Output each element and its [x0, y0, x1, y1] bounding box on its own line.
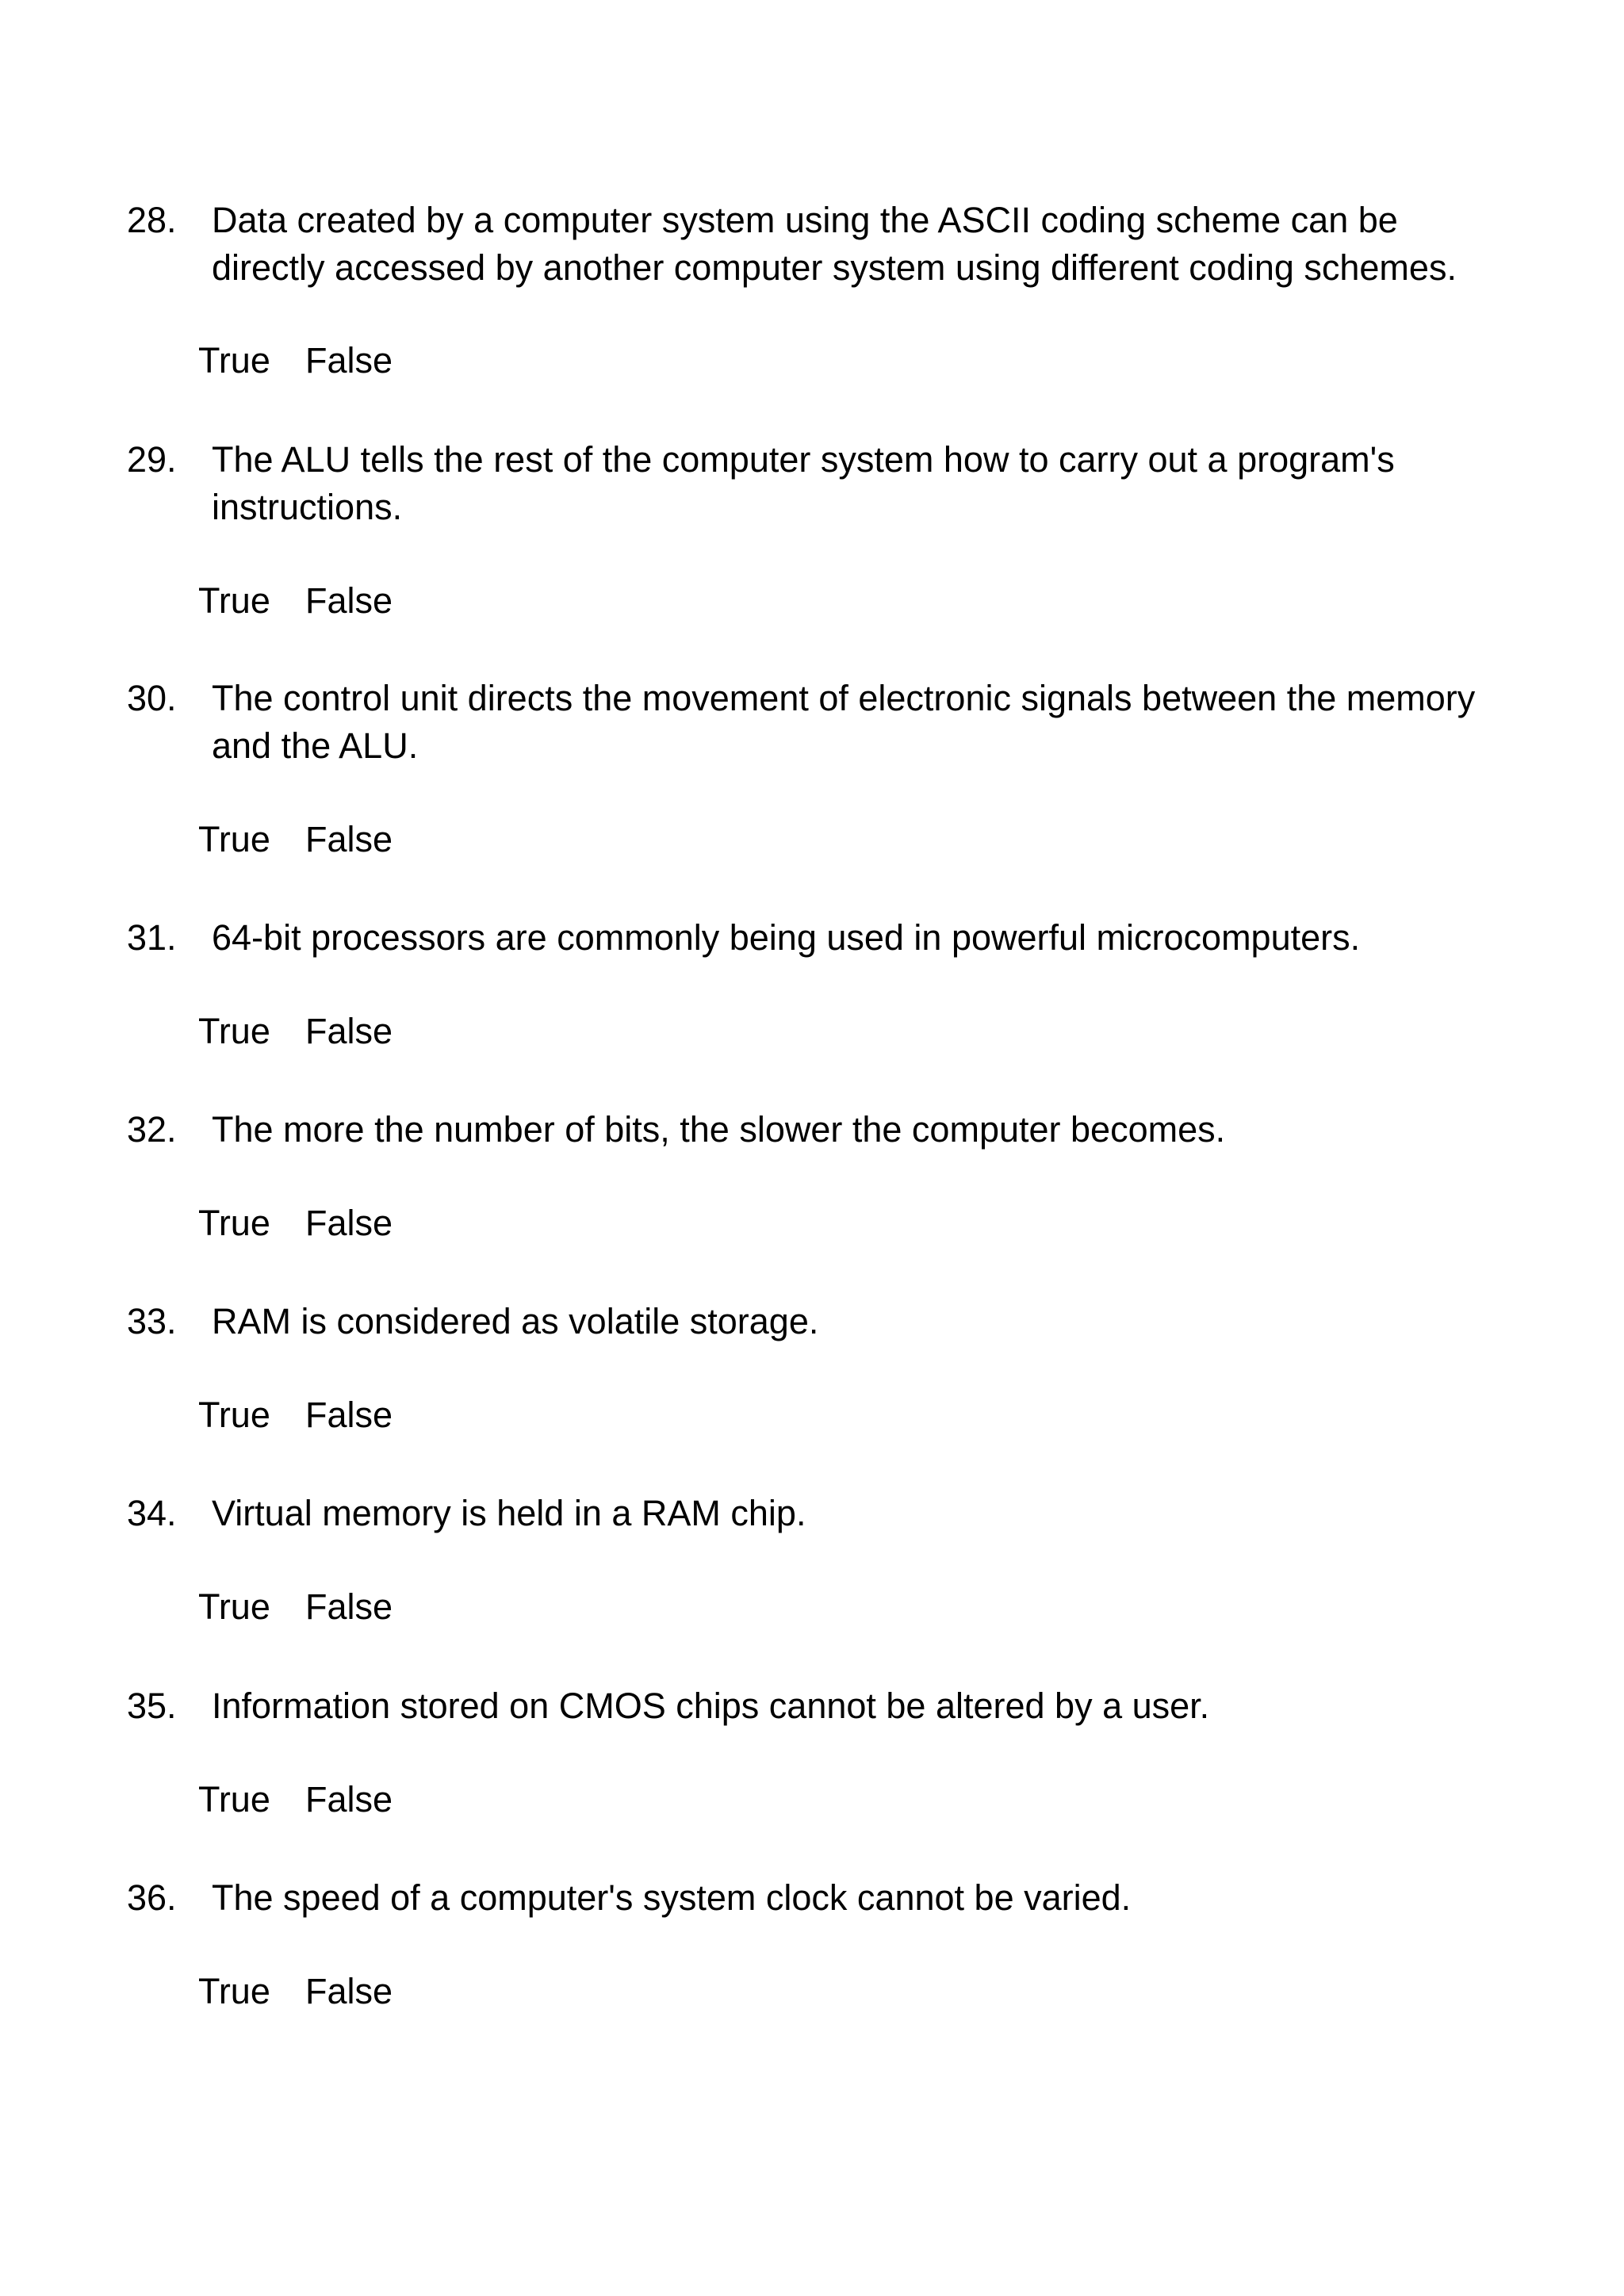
question-stem — [127, 1682, 1522, 1730]
option-true[interactable]: True — [198, 340, 270, 381]
option-false[interactable]: False — [305, 1011, 393, 1051]
question-text: Data created by a computer system using the ASCII coding scheme can be directly accessed by another computer system using different coding schemes. — [212, 200, 1457, 288]
option-true[interactable]: True — [198, 1586, 270, 1627]
answer-options — [198, 1200, 1522, 1247]
option-false[interactable]: False — [305, 1779, 393, 1820]
option-true[interactable]: True — [198, 580, 270, 621]
question-number: 35. — [127, 1686, 177, 1726]
question-33 — [127, 1298, 1522, 1439]
question-stem — [127, 1298, 1522, 1345]
option-false[interactable]: False — [305, 580, 393, 621]
question-stem — [127, 675, 1522, 770]
question-text: RAM is considered as volatile storage. — [212, 1301, 819, 1341]
question-text: 64-bit processors are commonly being used in powerful microcomputers. — [212, 917, 1361, 958]
option-true[interactable]: True — [198, 1779, 270, 1820]
option-false[interactable]: False — [305, 1203, 393, 1243]
option-true[interactable]: True — [198, 1971, 270, 2011]
question-number: 28. — [127, 200, 177, 240]
option-true[interactable]: True — [198, 1395, 270, 1435]
question-text: The speed of a computer's system clock cannot be varied. — [212, 1877, 1132, 1918]
question-stem — [127, 1874, 1522, 1922]
option-true[interactable]: True — [198, 1203, 270, 1243]
question-stem — [127, 914, 1522, 962]
question-number: 30. — [127, 678, 177, 718]
question-text: The more the number of bits, the slower the computer becomes. — [212, 1109, 1226, 1150]
question-stem — [127, 436, 1522, 531]
question-stem — [127, 1490, 1522, 1537]
question-34 — [127, 1490, 1522, 1631]
question-31 — [127, 914, 1522, 1055]
question-text: The control unit directs the movement of electronic signals between the memory and the ALU. — [212, 678, 1476, 766]
answer-options — [198, 816, 1522, 863]
option-true[interactable]: True — [198, 819, 270, 859]
question-number: 33. — [127, 1301, 177, 1341]
option-false[interactable]: False — [305, 340, 393, 381]
question-stem — [127, 1106, 1522, 1154]
answer-options — [198, 1391, 1522, 1439]
question-number: 36. — [127, 1877, 177, 1918]
question-35 — [127, 1682, 1522, 1823]
question-number: 32. — [127, 1109, 177, 1150]
answer-options — [198, 1968, 1522, 2015]
question-text: The ALU tells the rest of the computer system how to carry out a program's instructions. — [212, 439, 1395, 527]
option-false[interactable]: False — [305, 819, 393, 859]
answer-options — [198, 1008, 1522, 1055]
option-false[interactable]: False — [305, 1395, 393, 1435]
answer-options — [198, 1776, 1522, 1823]
question-29 — [127, 436, 1522, 625]
question-stem — [127, 197, 1522, 292]
question-number: 31. — [127, 917, 177, 958]
option-false[interactable]: False — [305, 1971, 393, 2011]
question-number: 29. — [127, 439, 177, 480]
question-36 — [127, 1874, 1522, 2015]
question-number: 34. — [127, 1493, 177, 1533]
answer-options — [198, 337, 1522, 385]
question-text: Virtual memory is held in a RAM chip. — [212, 1493, 806, 1533]
question-32 — [127, 1106, 1522, 1247]
question-28 — [127, 197, 1522, 385]
answer-options — [198, 1583, 1522, 1631]
option-false[interactable]: False — [305, 1586, 393, 1627]
answer-options — [198, 577, 1522, 625]
question-30 — [127, 675, 1522, 863]
option-true[interactable]: True — [198, 1011, 270, 1051]
question-text: Information stored on CMOS chips cannot be altered by a user. — [212, 1686, 1210, 1726]
